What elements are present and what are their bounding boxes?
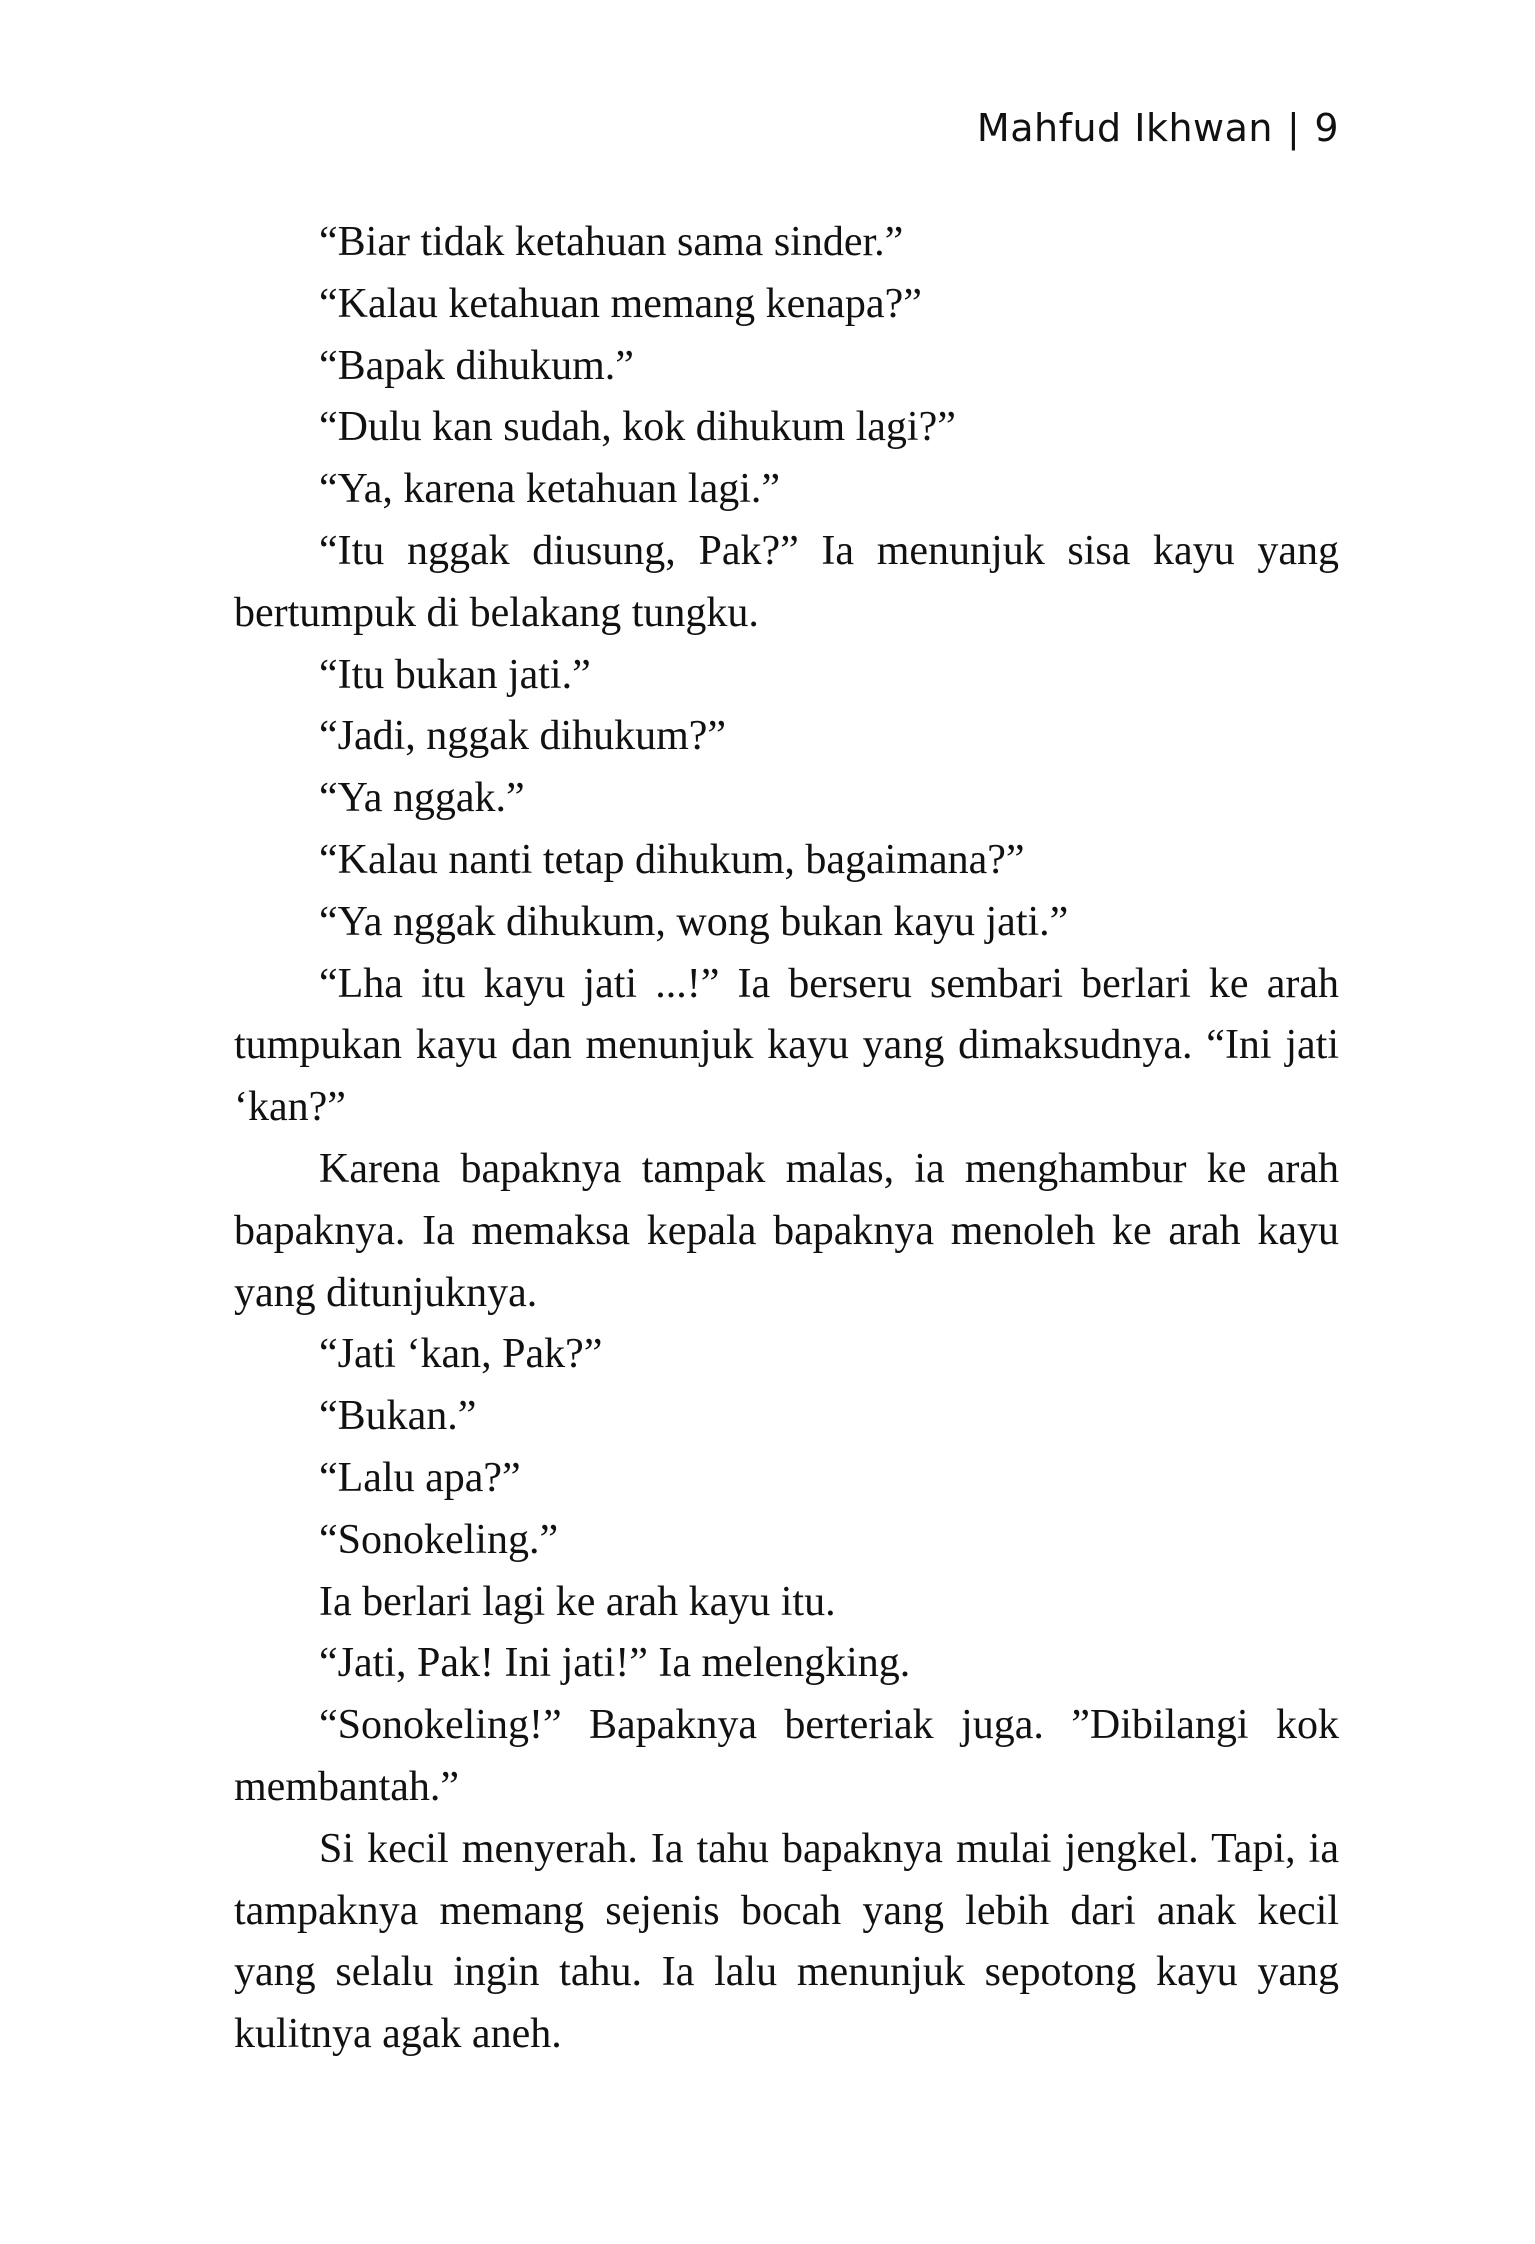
paragraph: Ia berlari lagi ke arah kayu itu. — [319, 1578, 836, 1625]
running-header — [977, 100, 1339, 156]
paragraph: “Jati ‘kan, Pak?” — [319, 1331, 603, 1378]
page-number: 9 — [1314, 106, 1339, 150]
paragraph: “Ya nggak dihukum, wong bukan kayu jati.” — [319, 898, 1069, 945]
paragraph: “Itu bukan jati.” — [319, 651, 591, 698]
paragraph: “Lha itu kayu jati ...!” Ia berseru sembari berlari ke arah tumpukan kayu dan menunjuk kayu yang dimaksudnya. “Ini jati ‘kan?” — [234, 960, 1339, 1131]
paragraph: “Jadi, nggak dihukum?” — [319, 713, 727, 760]
paragraph: “Bukan.” — [319, 1393, 477, 1440]
body-text — [234, 212, 1339, 2066]
paragraph: “Sonokeling.” — [319, 1516, 559, 1563]
paragraph: “Jati, Pak! Ini jati!” Ia melengking. — [319, 1640, 911, 1687]
paragraph: “Kalau nanti tetap dihukum, bagaimana?” — [319, 836, 1025, 883]
paragraph: “Ya nggak.” — [319, 775, 525, 822]
paragraph: “Lalu apa?” — [319, 1454, 521, 1501]
paragraph: “Dulu kan sudah, kok dihukum lagi?” — [319, 404, 956, 451]
paragraph: “Biar tidak ketahuan sama sinder.” — [319, 219, 904, 265]
header-separator: | — [1287, 106, 1301, 150]
paragraph: “Sonokeling!” Bapaknya berteriak juga. ”Dibilangi kok membantah.” — [234, 1702, 1339, 1810]
paragraph: Si kecil menyerah. Ia tahu bapaknya mulai jengkel. Tapi, ia tampaknya memang sejenis bocah yang lebih dari anak kecil yang selalu ingin tahu. Ia lalu menunjuk sepotong kayu yang kulitnya agak aneh. — [234, 1825, 1339, 2058]
paragraph: Karena bapaknya tampak malas, ia menghambur ke arah bapaknya. Ia memaksa kepala bapaknya menoleh ke arah kayu yang ditunjuknya. — [234, 1145, 1339, 1316]
paragraph: “Itu nggak diusung, Pak?” Ia menunjuk sisa kayu yang bertumpuk di belakang tungku. — [234, 527, 1339, 636]
paragraph: “Kalau ketahuan memang kenapa?” — [319, 280, 922, 327]
paragraph: “Ya, karena ketahuan lagi.” — [319, 466, 781, 513]
author-name: Mahfud Ikhwan — [976, 106, 1273, 150]
paragraph: “Bapak dihukum.” — [319, 342, 634, 389]
